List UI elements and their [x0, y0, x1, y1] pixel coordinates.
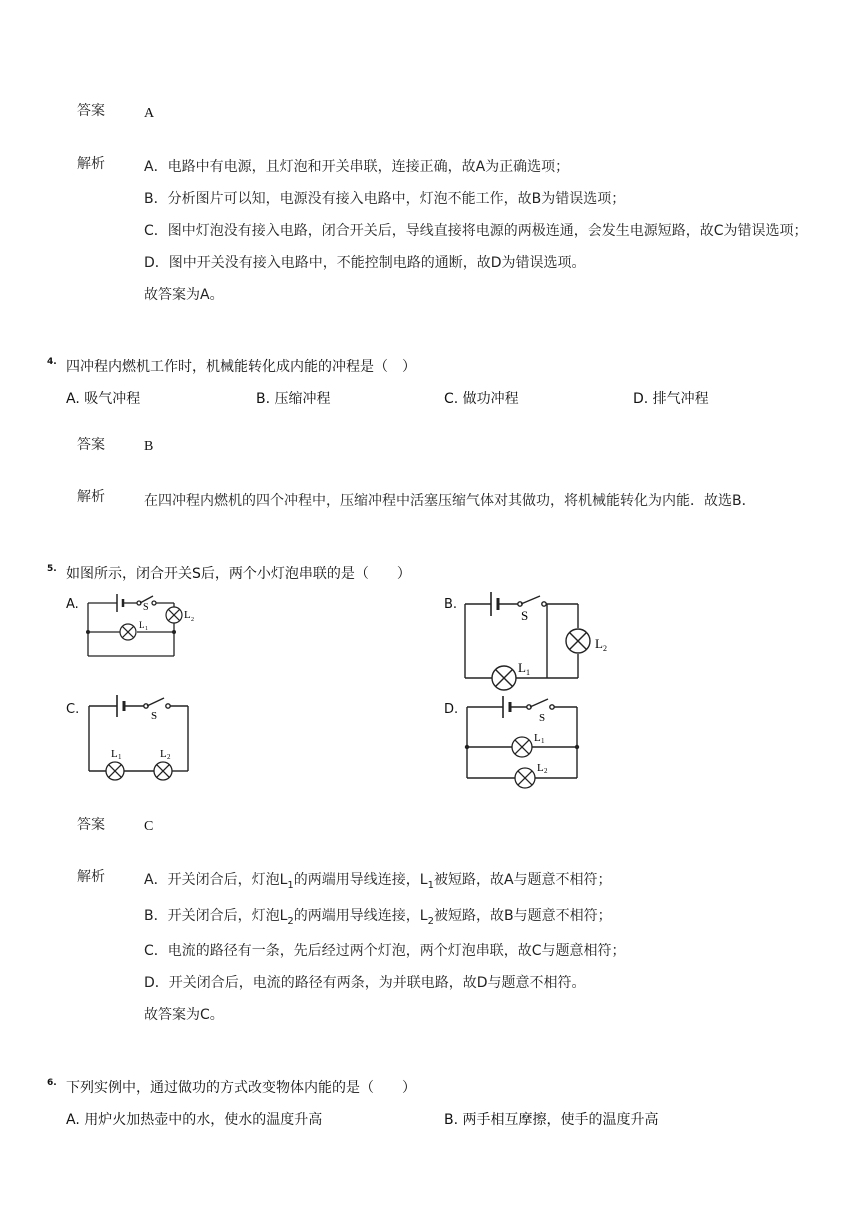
answer-label: 答案 — [77, 817, 105, 833]
option-c: C. 做功冲程 — [444, 391, 519, 407]
answer-value: A — [144, 106, 155, 121]
lamp-subscript: 2 — [191, 617, 194, 623]
switch-label: S — [143, 602, 149, 613]
lamp-label: L — [160, 748, 167, 760]
analysis-label: 解析 — [77, 156, 105, 172]
lamp-subscript: 1 — [118, 753, 122, 761]
option-c-label: C. — [66, 702, 80, 717]
analysis-label: 解析 — [77, 489, 105, 505]
analysis-line: C．电流的路径有一条，先后经过两个灯泡，两个灯泡串联，故C与题意相符； — [144, 943, 626, 959]
question-number: 4. — [47, 357, 57, 367]
option-b: B. 压缩冲程 — [256, 391, 331, 407]
lamp-icon — [515, 768, 535, 788]
option-a-label: A. — [66, 597, 79, 612]
question-text: 四冲程内燃机工作时，机械能转化成内能的冲程是（ ） — [66, 359, 416, 375]
question-number: 5. — [47, 564, 57, 574]
junction-dot — [575, 745, 579, 749]
lamp-subscript: 2 — [603, 644, 607, 653]
question-text: 如图所示，闭合开关S后，两个小灯泡串联的是（ ） — [66, 566, 411, 582]
analysis-line: C．图中灯泡没有接入电路，闭合开关后，导线直接将电源的两极连通，会发生电源短路，故C为错误选项； — [144, 223, 808, 239]
option-d: D. 排气冲程 — [633, 391, 709, 407]
answer-value: C — [144, 819, 154, 834]
analysis-conclusion: 故答案为A。 — [144, 287, 224, 303]
lamp-subscript: 1 — [145, 626, 148, 632]
option-a: A. 吸气冲程 — [66, 391, 141, 407]
analysis-line: A．电路中有电源，且灯泡和开关串联，连接正确，故A为正确选项； — [144, 159, 570, 175]
answer-value: B — [144, 439, 154, 454]
analysis-line: 在四冲程内燃机的四个冲程中，压缩冲程中活塞压缩气体对其做功，将机械能转化为内能．故选B． — [144, 493, 756, 509]
answer-label: 答案 — [77, 437, 105, 453]
junction-dot — [465, 745, 469, 749]
option-a: A. 用炉火加热壶中的水，使水的温度升高 — [66, 1112, 323, 1128]
switch-label: S — [151, 710, 158, 722]
lamp-subscript: 1 — [541, 737, 545, 745]
switch-label: S — [521, 608, 529, 623]
switch-label: S — [539, 712, 546, 724]
analysis-line: D．图中开关没有接入电路中，不能控制电路的通断，故D为错误选项。 — [144, 255, 586, 271]
lamp-icon — [512, 737, 532, 757]
lamp-label: L — [595, 636, 603, 651]
question-number: 6. — [47, 1078, 57, 1088]
lamp-label: L — [111, 748, 118, 760]
answer-label: 答案 — [77, 103, 105, 119]
option-b: B. 两手相互摩擦，使手的温度升高 — [444, 1112, 659, 1128]
analysis-line: A．开关闭合后，灯泡$L_1$的两端用导线连接，$L_1$被短路，故A与题意不相符； — [144, 872, 612, 891]
lamp-subscript: 2 — [167, 753, 171, 761]
option-d-label: D. — [444, 702, 459, 717]
lamp-subscript: 1 — [526, 668, 530, 677]
analysis-line: D．开关闭合后，电流的路径有两条，为并联电路，故D与题意不相符。 — [144, 975, 586, 991]
analysis-label: 解析 — [77, 869, 105, 885]
question-text: 下列实例中，通过做功的方式改变物体内能的是（ ） — [66, 1080, 416, 1096]
lamp-label: L — [518, 660, 526, 675]
lamp-subscript: 2 — [544, 767, 548, 775]
analysis-line: B．分析图片可以知，电源没有接入电路中，灯泡不能工作，故B为错误选项； — [144, 191, 626, 207]
lamp-label: L — [534, 732, 541, 744]
lamp-label: L — [139, 620, 145, 630]
analysis-conclusion: 故答案为C。 — [144, 1007, 224, 1023]
option-b-label: B. — [444, 597, 458, 612]
lamp-label: L — [184, 609, 191, 621]
analysis-line: B．开关闭合后，灯泡$L_2$的两端用导线连接，$L_2$被短路，故B与题意不相符； — [144, 908, 612, 927]
lamp-label: L — [537, 762, 544, 774]
